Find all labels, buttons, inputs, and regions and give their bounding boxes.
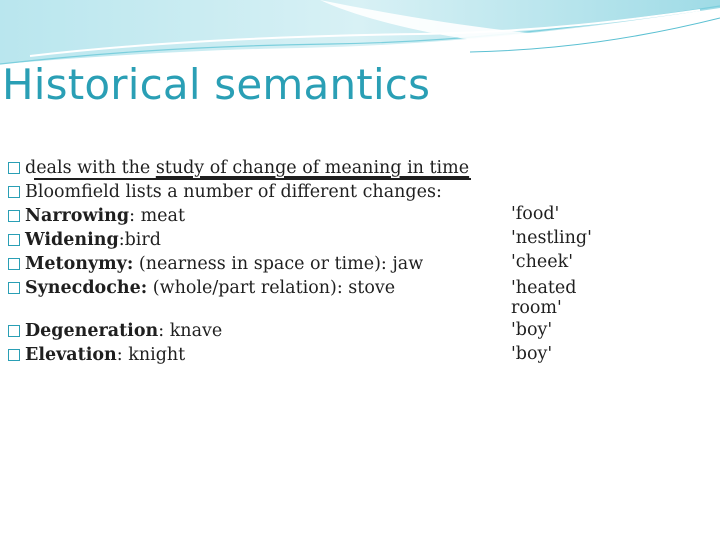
gloss-item: 'cheek' <box>511 252 574 272</box>
slide-title: Historical semantics <box>2 60 431 109</box>
bullet-box-icon <box>8 325 20 337</box>
gloss-item: 'nestling' <box>511 228 592 248</box>
list-item <box>8 156 469 180</box>
term-label: Narrowing <box>25 206 130 226</box>
term-label: Synecdoche: <box>25 278 148 298</box>
list-item <box>8 319 222 343</box>
gloss-item: 'boy' <box>511 344 553 364</box>
bullet-box-icon <box>8 162 20 174</box>
list-item <box>8 228 161 252</box>
bullet-text: deals with the <box>25 158 156 178</box>
bullet-text: (whole/part relation): stove <box>147 278 396 298</box>
gloss-item: 'food' <box>511 204 560 224</box>
bullet-box-icon <box>8 234 20 246</box>
list-item <box>8 180 442 204</box>
underlined-phrase: study of change of meaning in time <box>155 158 470 178</box>
bullet-box-icon <box>8 282 20 294</box>
bullet-box-icon <box>8 258 20 270</box>
term-label: Degeneration <box>25 321 159 341</box>
bullet-box-icon <box>8 349 20 361</box>
bullet-box-icon <box>8 210 20 222</box>
bullet-box-icon <box>8 186 20 198</box>
term-label: Metonymy: <box>25 254 134 274</box>
list-item <box>8 252 423 276</box>
bullet-text: : knight <box>116 345 186 365</box>
bullet-text: :bird <box>118 230 161 250</box>
list-item <box>8 204 185 228</box>
gloss-item: 'boy' <box>511 320 553 340</box>
list-item <box>8 343 185 367</box>
bullet-text: (nearness in space or time): jaw <box>133 254 424 274</box>
bullet-text: Bloomfield lists a number of different changes: <box>25 182 442 202</box>
gloss-item: 'heated <box>511 278 577 298</box>
bullet-text: : knave <box>158 321 223 341</box>
gloss-item: room' <box>511 298 562 318</box>
bullet-text: : meat <box>129 206 186 226</box>
term-label: Widening <box>25 230 119 250</box>
list-item <box>8 276 395 300</box>
term-label: Elevation <box>25 345 117 365</box>
